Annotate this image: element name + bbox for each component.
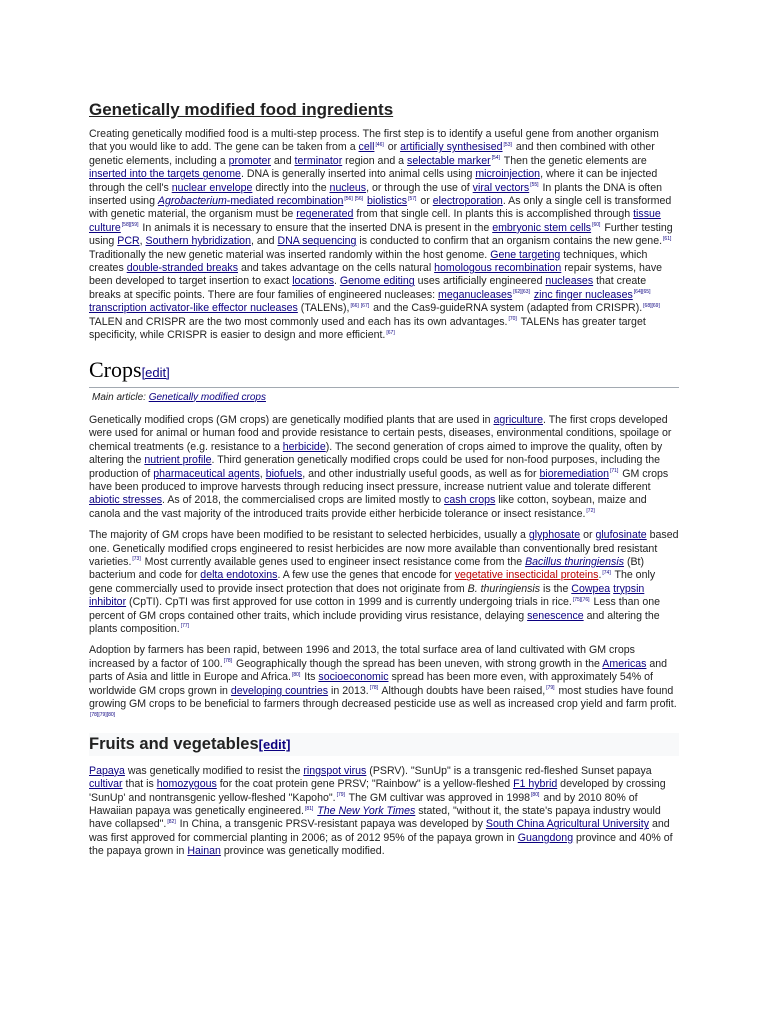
link-homozygous[interactable]: homozygous: [156, 778, 217, 791]
paragraph-ingredients: Creating genetically modified food is a multi-step process. The first step is to identify a useful gene from another organism that you would like to add. The gene can be taken from a cell[46] or artificially synthesised[53] and then combined with other genetic elements, including a promoter and terminator region and a selectable marker[54] Then the genetic elements are inserted into the targets genome. DNA is generally inserted into animal cells using microinjection, where it can be injected through the cell's nuclear envelope directly into the nucleus, or through the use of viral vectors[55] In plants the DNA is often inserted using Agrobacterium-mediated recombination[56] [56] biolistics[57] or electroporation. As only a single cell is transformed with genetic material, the organism must be regenerated from that single cell. In plants this is accomplished through tissue culture[58][59] In animals it is necessary to ensure that the inserted DNA is present in the embryonic stem cells[60] Further testing using PCR, Southern hybridization, and DNA sequencing is conducted to confirm that an organism contains the new gene.[61] Traditionally the new genetic material was inserted randomly within the host genome. Gene targeting techniques, which creates double-stranded breaks and takes advantage on the cells natural homologous recombination repair systems, have been developed to target insertion to exact locations. Genome editing uses artificially engineered nucleases that create breaks at specific points. There are four families of engineered nucleases: meganucleases[62][63] zinc finger nucleases[64][65] transcription activator-like effector nucleases (TALENs),[66] [67] and the Cas9-guideRNA system (adapted from CRISPR).[68][69] TALEN and CRISPR are the two most commonly used and each has its own advantages.[70] TALENs has greater target specificity, while CRISPR is easier to design and more efficient.[67]: [89, 128, 673, 342]
citation[interactable]: [78][79][80]: [90, 711, 116, 718]
link-vegetative-insecticidal-proteins[interactable]: vegetative insecticidal proteins: [454, 569, 599, 582]
link-homologous-recombination[interactable]: homologous recombination: [434, 262, 562, 275]
paragraph-crops-2: The majority of GM crops have been modified to be resistant to selected herbicides, usually a glyphosate or glufosinate based one. Genetically modified crops engineered to resist herbicides are now more available than conventionally bred resistant varieties.[73] Most currently available genes used to engineer insect resistance come from the Bacillus thuringiensis (Bt) bacterium and code for delta endotoxins. A few use the genes that encode for vegetative insecticidal proteins.[74] The only gene commercially used to provide insect protection that does not originate from B. thuringiensis is the Cowpea trypsin inhibitor (CpTI). CpTI was first approved for use cotton in 1999 and is currently undergoing trials in rice.[75][76] Less than one percent of GM crops contained other traits, which include providing virus resistance, delaying senescence and altering the plants composition.[77]: [89, 529, 679, 635]
citation[interactable]: [56]: [354, 195, 364, 202]
section-heading-fruits-vegetables: Fruits and vegetables[edit]: [89, 733, 679, 756]
citation[interactable]: [75][76]: [572, 596, 590, 603]
citation[interactable]: [79]: [546, 685, 555, 692]
link-delta-endotoxins[interactable]: delta endotoxins: [200, 569, 278, 582]
edit-link[interactable]: [edit]: [141, 364, 170, 380]
citation[interactable]: [64][65]: [633, 289, 651, 296]
citation[interactable]: [46]: [375, 141, 384, 148]
link-herbicide[interactable]: herbicide: [282, 440, 326, 453]
link-glyphosate[interactable]: glyphosate: [528, 529, 581, 542]
link-main-article[interactable]: Genetically modified crops: [148, 391, 266, 403]
link-selectable-marker[interactable]: selectable marker: [407, 154, 491, 167]
link-cultivar[interactable]: cultivar: [89, 778, 123, 791]
link-agriculture[interactable]: agriculture: [493, 413, 543, 426]
main-article-hatnote: Main article: Genetically modified crops: [92, 391, 266, 403]
link-talens[interactable]: transcription activator-like effector nucleases: [89, 302, 298, 315]
citation[interactable]: [78]: [369, 685, 379, 692]
citation[interactable]: [54]: [491, 155, 500, 162]
citation[interactable]: [67]: [360, 302, 370, 309]
link-locations[interactable]: locations: [292, 275, 334, 288]
citation[interactable]: [56]: [344, 195, 353, 202]
citation[interactable]: [73]: [132, 556, 141, 563]
link-embryonic-stem-cells[interactable]: embryonic stem cells: [492, 221, 592, 234]
paragraph-crops-3: Adoption by farmers has been rapid, between 1996 and 2013, the total surface area of land cultivated with GM crops increased by a factor of 100.[78] Geographically though the spread has been uneven, with strong growth in the Americas and parts of Asia and little in Europe and Africa.[80] Its socioeconomic spread has been more even, with approximately 54% of worldwide GM crops grown in developing countries in 2013.[78] Although doubts have been raised,[79] most studies have found growing GM crops to be beneficial to farmers through decreased pesticide use as well as increased crop yield and farm profit.[78][79][80]: [89, 644, 677, 718]
citation[interactable]: [81]: [304, 805, 314, 812]
link-agrobacterium[interactable]: Agrobacterium-mediated recombination: [157, 195, 344, 208]
link-viral-vectors[interactable]: viral vectors: [472, 181, 530, 194]
paragraph-crops-1: Genetically modified crops (GM crops) are genetically modified plants that are used in agriculture. The first crops developed were used for animal or human food and provide resistance to certain pests, diseases, environmental conditions, spoilage or chemical treatments (e.g. resistance to a herbicide). The second generation of crops aimed to improve the quality, often by altering the nutrient profile. Third generation genetically modified crops could be used for non-food purposes, including the production of pharmaceutical agents, biofuels, and other industrially useful goods, as well as for bioremediation[71] GM crops have been produced to improve harvests through reducing insect pressure, increase nutrient value and tolerate different abiotic stresses. As of 2018, the commercialised crops are limited mostly to cash crops like cotton, soybean, maize and canola and the vast majority of the introduced traits provide either herbicide tolerance or insect resistance.[72]: [89, 413, 672, 520]
link-double-stranded-breaks[interactable]: double-stranded breaks: [126, 262, 238, 275]
citation[interactable]: [72]: [586, 508, 595, 515]
edit-link[interactable]: [edit]: [258, 736, 291, 752]
link-pharmaceutical-agents[interactable]: pharmaceutical agents: [153, 467, 260, 480]
link-southern-hybridization[interactable]: Southern hybridization: [145, 235, 251, 248]
link-glufosinate[interactable]: glufosinate: [595, 529, 647, 542]
link-americas[interactable]: Americas: [602, 657, 647, 670]
citation[interactable]: [57]: [408, 195, 417, 202]
citation[interactable]: [58][59]: [121, 222, 139, 229]
link-guangdong[interactable]: Guangdong: [517, 831, 574, 844]
citation[interactable]: [78]: [223, 658, 233, 665]
section-heading-ingredients: Genetically modified food ingredients: [89, 100, 394, 119]
link-terminator[interactable]: terminator: [294, 154, 343, 167]
link-artificially-synthesised[interactable]: artificially synthesised: [400, 141, 503, 154]
article-body: [89, 100, 679, 867]
link-promoter[interactable]: promoter: [228, 154, 271, 167]
citation[interactable]: [61]: [663, 235, 672, 242]
link-gene-targeting[interactable]: Gene targeting: [490, 248, 561, 261]
link-trypsin-inhibitor[interactable]: trypsin inhibitor: [89, 582, 645, 609]
citation[interactable]: [62][63]: [513, 289, 530, 296]
citation[interactable]: [74]: [602, 569, 611, 576]
link-nucleases[interactable]: nucleases: [545, 275, 594, 288]
citation[interactable]: [80]: [292, 671, 301, 678]
link-microinjection[interactable]: microinjection: [475, 168, 541, 181]
link-cash-crops[interactable]: cash crops: [444, 494, 496, 507]
section-heading-crops: Crops[edit]: [89, 357, 679, 388]
citation[interactable]: [66]: [350, 302, 359, 309]
link-electroporation[interactable]: electroporation: [432, 195, 503, 208]
paragraph-fruits-vegetables: Papaya was genetically modified to resist the ringspot virus (PSRV). "SunUp" is a transgenic red-fleshed Sunset papaya cultivar that is homozygous for the coat protein gene PRSV; "Rainbow" is a yellow-fleshed F1 hybrid developed by crossing 'SunUp' and nontransgenic yellow-fleshed "Kapoho".[79] The GM cultivar was approved in 1998[80] and by 2010 80% of Hawaiian papaya was genetically engineered.[81] The New York Times stated, "without it, the state's papaya industry would have collapsed".[82] In China, a transgenic PRSV-resistant papaya was developed by South China Agricultural University and was first approved for commercial planting in 2006; as of 2012 95% of the papaya grown in Guangdong province and 40% of the papaya grown in Hainan province was genetically modified.: [89, 764, 673, 858]
link-bioremediation[interactable]: bioremediation: [539, 467, 610, 480]
link-senescence[interactable]: senescence: [527, 609, 584, 622]
species-name: B. thuringiensis: [467, 582, 541, 595]
link-pcr[interactable]: PCR: [117, 235, 140, 248]
link-socioeconomic[interactable]: socioeconomic: [318, 671, 389, 684]
link-nucleus[interactable]: nucleus: [329, 181, 367, 194]
link-new-york-times[interactable]: The New York Times: [317, 805, 416, 818]
link-cell[interactable]: cell: [358, 141, 375, 154]
link-regenerated[interactable]: regenerated: [296, 208, 354, 221]
link-developing-countries[interactable]: developing countries: [230, 684, 329, 697]
link-papaya[interactable]: Papaya: [89, 764, 125, 777]
link-ringspot-virus[interactable]: ringspot virus: [303, 764, 367, 777]
link-genome-editing[interactable]: Genome editing: [339, 275, 415, 288]
citation[interactable]: [53]: [503, 141, 512, 148]
link-biolistics[interactable]: biolistics: [367, 195, 408, 208]
link-hainan[interactable]: Hainan: [187, 845, 221, 858]
link-tissue-culture[interactable]: tissue culture: [89, 208, 661, 234]
link-biofuels[interactable]: biofuels: [265, 467, 303, 480]
citation[interactable]: [77]: [180, 623, 190, 630]
link-f1-hybrid[interactable]: F1 hybrid: [513, 778, 558, 791]
citation[interactable]: [82]: [167, 818, 176, 825]
link-inserted-into-genome[interactable]: inserted into the targets genome: [89, 168, 241, 181]
citation[interactable]: [68][69]: [643, 302, 660, 309]
citation[interactable]: [79]: [336, 792, 345, 799]
citation[interactable]: [60]: [592, 222, 601, 229]
citation[interactable]: [55]: [530, 182, 539, 189]
citation[interactable]: [80]: [531, 792, 540, 799]
link-cowpea[interactable]: Cowpea: [571, 582, 611, 595]
link-meganucleases[interactable]: meganucleases: [438, 288, 513, 301]
citation[interactable]: [67]: [386, 329, 395, 336]
link-south-china-agricultural-university[interactable]: South China Agricultural University: [485, 818, 650, 831]
link-dna-sequencing[interactable]: DNA sequencing: [277, 235, 357, 248]
citation[interactable]: [71]: [610, 468, 619, 474]
citation[interactable]: [70]: [508, 316, 517, 323]
link-nutrient-profile[interactable]: nutrient profile: [144, 454, 212, 467]
link-abiotic-stresses[interactable]: abiotic stresses: [89, 494, 163, 507]
link-nuclear-envelope[interactable]: nuclear envelope: [171, 181, 253, 194]
link-bacillus-thuringiensis[interactable]: Bacillus thuringiensis: [525, 555, 625, 568]
link-zinc-finger-nucleases[interactable]: zinc finger nucleases: [533, 288, 633, 301]
